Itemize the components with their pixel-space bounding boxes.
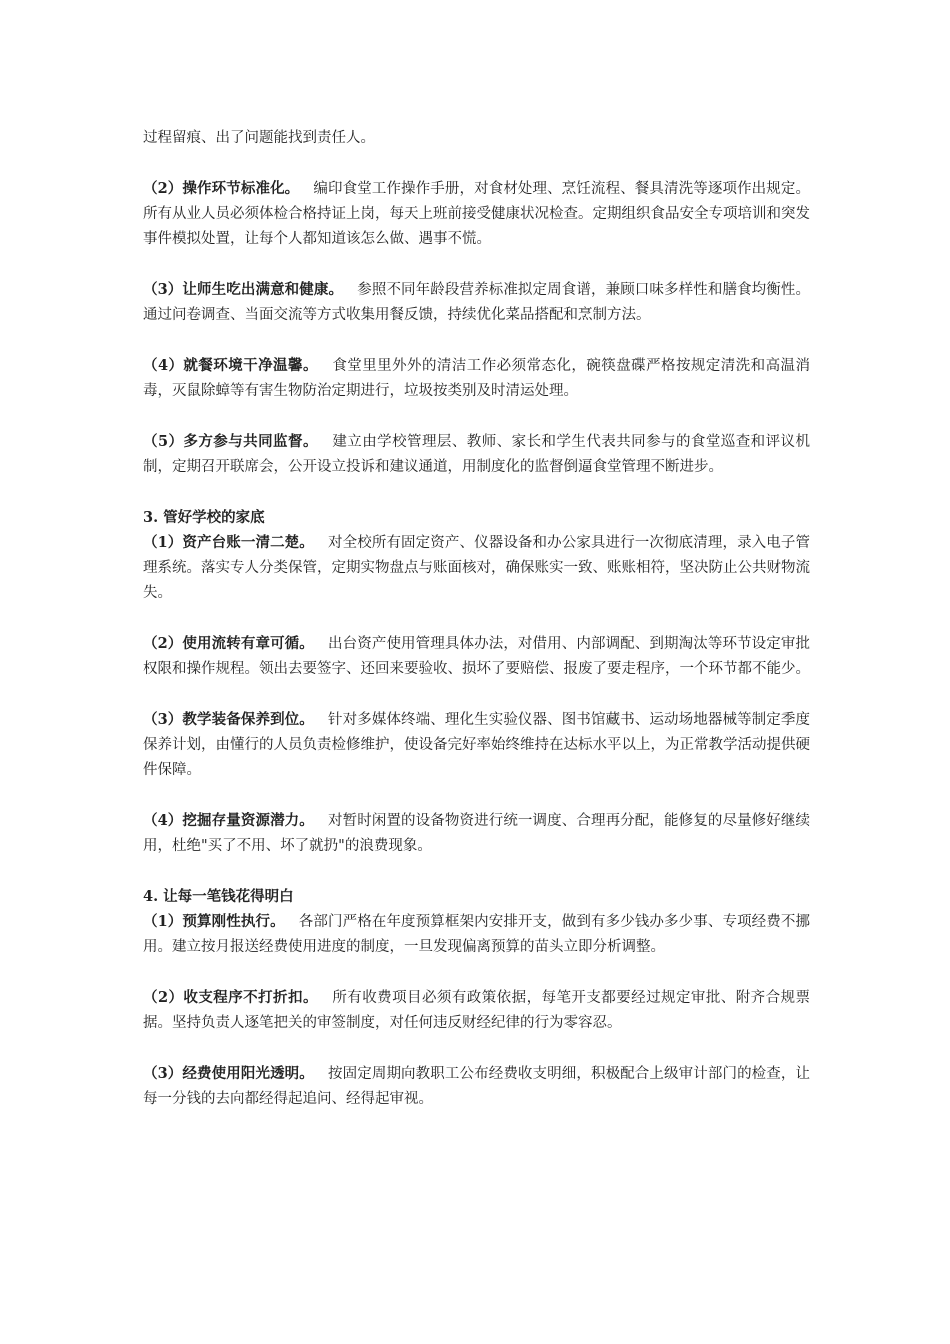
asset-item-4 [143,808,810,859]
item-body: 针对多媒体终端、理化生实验仪器、图书馆藏书、运动场地器械等制定季度保养计划，由懂行的人员负责检修维护，使设备完好率始终维持在达标水平以上，为正常教学活动提供硬件保障。 [143,712,811,778]
food-item-3 [143,277,810,328]
item-body: 食堂里里外外的清洁工作必须常态化，碗筷盘碟严格按规定清洗和高温消毒，灭鼠除蟑等有害生物防治定期进行，垃圾按类别及时清运处理。 [143,358,811,399]
item-heading: （1）资产台账一清二楚。 [143,534,314,551]
asset-item-3 [143,707,810,783]
item-heading: （4）就餐环境干净温馨。 [143,357,318,374]
finance-item-2 [143,985,810,1036]
section-3-title: 3. 管好学校的家底 [143,509,265,526]
finance-item-1 [143,909,810,960]
item-heading: （3）教学装备保养到位。 [143,711,314,728]
item-body: 对全校所有固定资产、仪器设备和办公家具进行一次彻底清理，录入电子管理系统。落实专人分类保管，定期实物盘点与账面核对，确保账实一致、账账相符，坚决防止公共财物流失。 [143,535,811,601]
food-item-5 [143,429,810,480]
food-item-4 [143,353,810,404]
item-heading: （3）经费使用阳光透明。 [143,1065,314,1082]
asset-item-1 [143,530,810,606]
item-body: 所有收费项目必须有政策依据，每笔开支都要经过规定审批、附齐合规票据。坚持负责人逐笔把关的审签制度，对任何违反财经纪律的行为零容忍。 [143,990,811,1031]
item-body: 按固定周期向教职工公布经费收支明细，积极配合上级审计部门的检查，让每一分钱的去向都经得起追问、经得起审视。 [143,1066,811,1107]
item-heading: （2）收支程序不打折扣。 [143,989,318,1006]
item-heading: （3）让师生吃出满意和健康。 [143,281,344,298]
item-heading: （2）操作环节标准化。 [143,180,300,197]
item-heading: （4）挖掘存量资源潜力。 [143,812,314,829]
item-body: 各部门严格在年度预算框架内安排开支，做到有多少钱办多少事、专项经费不挪用。建立按月报送经费使用进度的制度，一旦发现偏离预算的苗头立即分析调整。 [143,914,811,955]
item-heading: （1）预算刚性执行。 [143,913,285,930]
item-body: 建立由学校管理层、教师、家长和学生代表共同参与的食堂巡查和评议机制，定期召开联席会，公开设立投诉和建议通道，用制度化的监督倒逼食堂管理不断进步。 [143,434,811,475]
item-body: 对暂时闲置的设备物资进行统一调度、合理再分配，能修复的尽量修好继续用，杜绝"买了不用、坏了就扔"的浪费现象。 [143,813,811,854]
item-heading: （5）多方参与共同监督。 [143,433,318,450]
section-4-title: 4. 让每一笔钱花得明白 [143,888,294,905]
food-item-2 [143,176,810,252]
item-body: 编印食堂工作操作手册，对食材处理、烹饪流程、餐具清洗等逐项作出规定。所有从业人员必须体检合格持证上岗，每天上班前接受健康状况检查。定期组织食品安全专项培训和突发事件模拟处置，让每个人都知道该怎么做、遇事不慌。 [143,181,811,247]
item-heading: （2）使用流转有章可循。 [143,635,314,652]
document-page [143,126,810,1137]
item-body: 参照不同年龄段营养标准拟定周食谱，兼顾口味多样性和膳食均衡性。通过问卷调查、当面交流等方式收集用餐反馈，持续优化菜品搭配和烹制方法。 [143,282,811,323]
asset-item-2 [143,631,810,682]
finance-item-3 [143,1061,810,1112]
item-body: 出台资产使用管理具体办法，对借用、内部调配、到期淘汰等环节设定审批权限和操作规程。领出去要签字、还回来要验收、损坏了要赔偿、报废了要走程序，一个环节都不能少。 [143,636,811,677]
intro-paragraph: 过程留痕、出了问题能找到责任人。 [143,130,375,146]
